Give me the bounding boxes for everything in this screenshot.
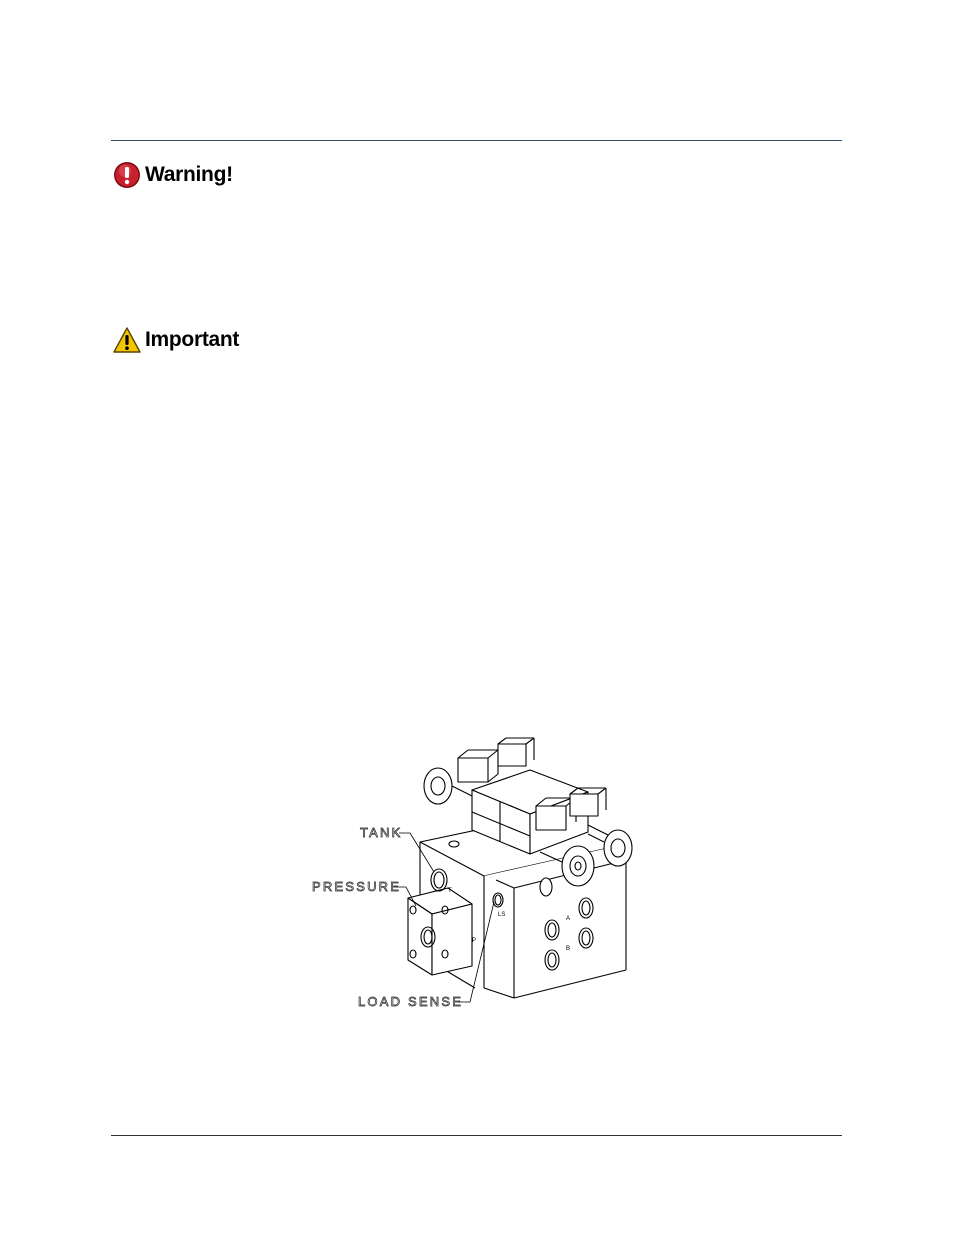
important-notice: [113, 327, 239, 353]
port-label-b: B: [566, 946, 571, 952]
manifold-lines: [394, 738, 632, 1002]
header-rule: [111, 140, 842, 141]
exclamation-circle-icon: [113, 161, 141, 189]
footer-rule: [111, 1135, 842, 1136]
important-title: Important: [145, 328, 240, 351]
port-label-p: P: [472, 938, 477, 944]
port-label-t: T: [448, 888, 452, 894]
tank-callout: TANK: [360, 825, 403, 840]
port-label-ls: LS: [498, 912, 506, 918]
port-label-a: A: [566, 916, 571, 922]
valve-manifold-drawing: [300, 730, 660, 1020]
warning-triangle-icon: [113, 327, 141, 353]
warning-title: Warning!: [145, 163, 233, 186]
pressure-callout: PRESSURE: [312, 879, 402, 894]
valve-manifold-figure: [300, 730, 660, 1020]
load-sense-callout: LOAD SENSE: [358, 994, 464, 1009]
warning-notice: [113, 161, 233, 189]
